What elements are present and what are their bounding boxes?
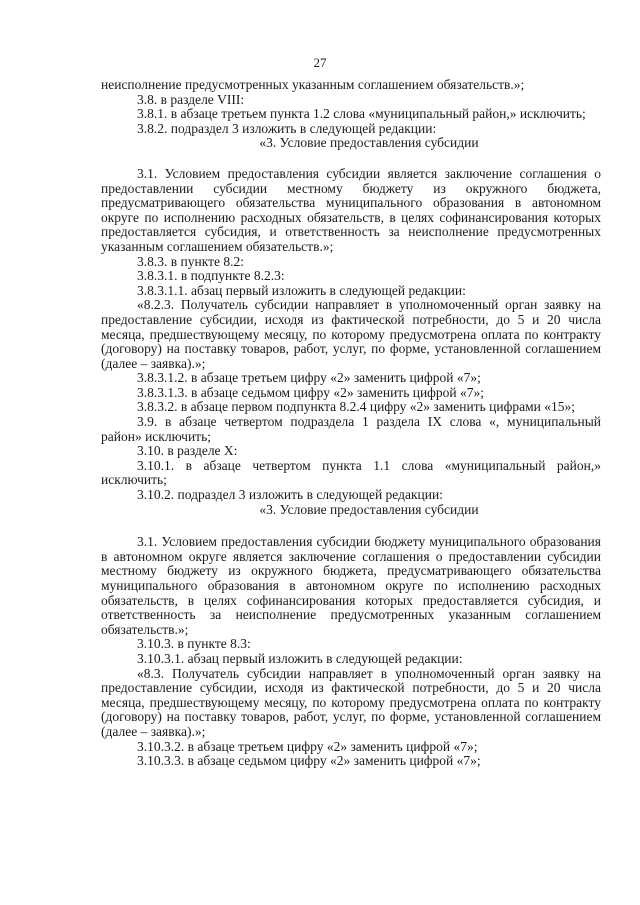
paragraph-3-9: 3.9. в абзаце четвертом подраздела 1 раздела IX слова «, муниципальный район» исключить;: [101, 414, 601, 444]
spacer: [101, 151, 601, 167]
paragraph-3-8-2: 3.8.2. подраздел 3 изложить в следующей редакции:: [137, 120, 437, 136]
paragraph-3-10-2: 3.10.2. подраздел 3 изложить в следующей редакции:: [137, 487, 443, 503]
subsection-heading-2: «3. Условие предоставления субсидии: [259, 501, 479, 517]
paragraph-3-1-second: 3.1. Условием предоставления субсидии бюджету муниципального образования в автономном округе является заключение соглашения о предоставлении субсидии местному бюджету из окружного бюджета, предусматривающего обязательства муниципального образования в автономном округе по исполнению расходных обязательств, в целях софинансирования которых предоставляется субсидия, и ответственность за неисполнение предусмотренных указанным соглашением обязательств.»;: [101, 534, 601, 637]
paragraph-8-2-3: «8.2.3. Получатель субсидии направляет в уполномоченный орган заявку на предоставление субсидии, исходя из фактической потребности, до 5 и 20 числа месяца, предшествующему месяцу, по которому предусмотрена оплата по контракту (договору) на поставку товаров, работ, услуг, по форме, установленной соглашением (далее – заявка).»;: [101, 297, 601, 371]
paragraph-3-10-1: 3.10.1. в абзаце четвертом пункта 1.1 слова «муниципальный район,» исключить;: [101, 457, 601, 488]
subsection-heading-1: «3. Условие предоставления субсидии: [259, 135, 479, 151]
paragraph-3-10-3-2: 3.10.3.2. в абзаце третьем цифру «2» заменить цифрой «7»;: [137, 738, 478, 754]
paragraph-3-10-3-1: 3.10.3.1. абзац первый изложить в следующей редакции:: [137, 650, 463, 666]
paragraph-3-10: 3.10. в разделе X:: [137, 443, 238, 459]
paragraph-3-8-1: 3.8.1. в абзаце третьем пункта 1.2 слова «муниципальный район,» исключить;: [137, 106, 586, 122]
document-body: [101, 78, 601, 769]
paragraph-3-1-first: 3.1. Условием предоставления субсидии является заключение соглашения о предоставлении субсидии местному бюджету из окружного бюджета, предусматривающего обязательства муниципального образования в автономном округе по исполнению расходных обязательств, в целях софинансирования которых предоставляется субсидия, и ответственность за неисполнение предусмотренных указанным соглашением обязательств.»;: [101, 165, 601, 254]
paragraph-8-3: «8.3. Получатель субсидии направляет в уполномоченный орган заявку на предоставление субсидии, исходя из фактической потребности, до 5 и 20 числа месяца, предшествующему месяцу, по которому предусмотрена оплата по контракту (договору) на поставку товаров, работ, услуг, по форме, установленной соглашением (далее – заявка).»;: [101, 665, 601, 739]
spacer: [101, 517, 601, 535]
page-number: 27: [313, 55, 327, 70]
paragraph-3-8-3-1-3: 3.8.3.1.3. в абзаце седьмом цифру «2» заменить цифрой «7»;: [137, 384, 485, 400]
paragraph-3-8: 3.8. в разделе VIII:: [137, 91, 245, 107]
paragraph-3-8-3-1-2: 3.8.3.1.2. в абзаце третьем цифру «2» заменить цифрой «7»;: [137, 370, 481, 386]
paragraph-3-8-3-1: 3.8.3.1. в подпункте 8.2.3:: [137, 268, 285, 284]
paragraph-3-10-3-3: 3.10.3.3. в абзаце седьмом цифру «2» заменить цифрой «7»;: [137, 753, 481, 769]
paragraph-3-10-3: 3.10.3. в пункте 8.3:: [137, 636, 251, 652]
paragraph-3-8-3-1-1: 3.8.3.1.1. абзац первый изложить в следующей редакции:: [137, 282, 466, 298]
paragraph-3-8-3-2: 3.8.3.2. в абзаце первом подпункта 8.2.4 цифру «2» заменить цифрами «15»;: [137, 399, 575, 415]
paragraph-3-8-3: 3.8.3. в пункте 8.2:: [137, 253, 244, 269]
paragraph-continuation: неисполнение предусмотренных указанным соглашением обязательств.»;: [101, 77, 525, 92]
